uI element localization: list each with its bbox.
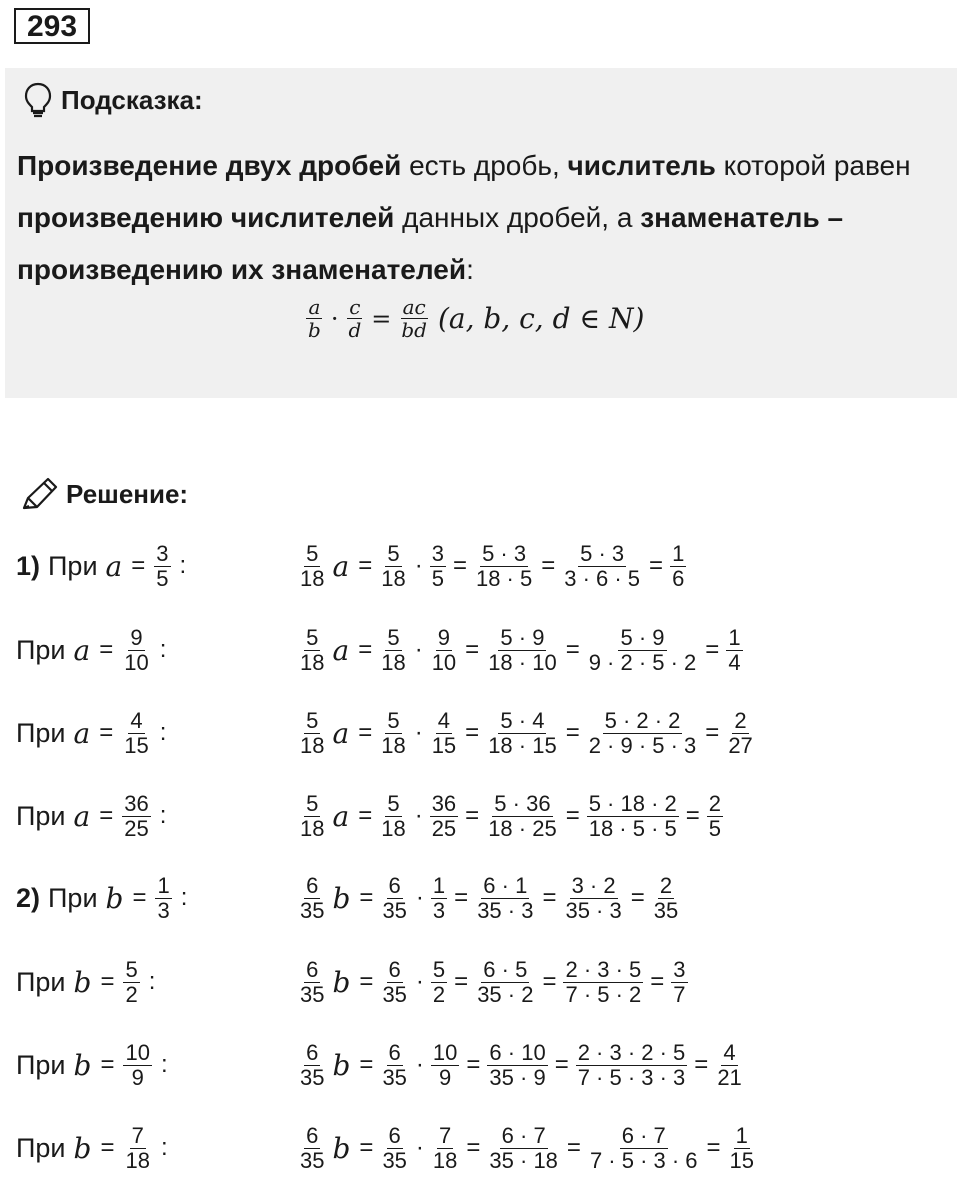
formula-condition: (a, b, c, d ∈ N) (437, 302, 645, 335)
equals-sign: = (99, 802, 114, 829)
formula-fraction-ac-bd: $\frac{ac}{bd}$ (401, 295, 427, 342)
equals-sign: = (685, 802, 700, 829)
equals-sign: = (542, 884, 557, 911)
step-fraction: $\frac{6}{35}$ (382, 1039, 407, 1090)
equals-sign: = (566, 1134, 581, 1161)
equals-sign: = (706, 1134, 721, 1161)
solution-row (0, 697, 960, 769)
row-label (16, 697, 171, 769)
equals-sign: = (694, 1051, 709, 1078)
step-fraction: $\frac{5}{2}$ (432, 956, 446, 1007)
variable-value-fraction: $\frac{9}{10}$ (124, 624, 149, 675)
equals-sign: = (565, 719, 580, 746)
row-expression (296, 862, 682, 934)
solution-row (0, 780, 960, 852)
step-fraction: $\frac{10}{9}$ (432, 1039, 458, 1090)
row-label (16, 862, 192, 934)
variable-value-fraction: $\frac{10}{9}$ (125, 1039, 150, 1090)
equals-sign: = (650, 968, 665, 995)
variable-value-fraction: $\frac{5}{2}$ (125, 956, 138, 1007)
solution-row (0, 530, 960, 602)
coefficient-fraction: $\frac{5}{18}$ (300, 540, 325, 591)
hint-text (17, 140, 947, 296)
multiply-sign: · (414, 719, 423, 746)
label-pri: При (16, 966, 66, 997)
equals-sign: = (454, 884, 469, 911)
equals-sign: = (705, 719, 720, 746)
label-pri: При (16, 800, 66, 831)
hint-text-segment: произведению числителей (17, 202, 395, 233)
variable: a (332, 549, 350, 583)
multiply-sign: · (414, 802, 423, 829)
equals-sign: = (359, 1134, 374, 1161)
coefficient-fraction: $\frac{6}{35}$ (300, 872, 325, 923)
variable: b (332, 1048, 351, 1082)
variable: b (105, 881, 124, 915)
equals-sign: = (465, 636, 480, 663)
step-fraction: $\frac{7}{18}$ (432, 1122, 458, 1173)
step-fraction: $\frac{5 \cdot 9}{9 \cdot 2 \cdot 5 \cdot 2}$ (588, 624, 697, 675)
row-expression (296, 780, 725, 852)
variable: a (332, 716, 350, 750)
result-fraction: $\frac{2}{5}$ (708, 790, 722, 841)
step-fraction: $\frac{2 \cdot 3 \cdot 2 \cdot 5}{7 \cdot 5 \cdot 3 \cdot 3}$ (577, 1039, 686, 1090)
task-number: 1) (16, 550, 41, 581)
step-fraction: $\frac{3}{5}$ (431, 540, 444, 591)
equals-sign: = (100, 1051, 115, 1078)
equals-sign: = (132, 884, 147, 911)
hint-text-segment: числитель (567, 150, 716, 181)
coefficient-fraction: $\frac{6}{35}$ (300, 1122, 325, 1173)
step-fraction: $\frac{3 \cdot 2}{35 \cdot 3}$ (565, 872, 622, 923)
equals-sign: = (705, 636, 720, 663)
equals-sign: = (465, 719, 480, 746)
step-fraction: $\frac{5 \cdot 3}{18 \cdot 5}$ (475, 540, 533, 591)
multiply-sign: · (415, 1051, 424, 1078)
variable: a (105, 549, 123, 583)
task-number: 2) (16, 882, 41, 913)
step-fraction: $\frac{6 \cdot 7}{35 \cdot 18}$ (489, 1122, 558, 1173)
step-fraction: $\frac{6 \cdot 1}{35 \cdot 3}$ (477, 872, 534, 923)
step-fraction: $\frac{6}{35}$ (382, 872, 407, 923)
coefficient-fraction: $\frac{5}{18}$ (300, 707, 325, 758)
colon: : (159, 802, 167, 829)
equals-sign: = (359, 884, 374, 911)
step-fraction: $\frac{5 \cdot 2 \cdot 2}{2 \cdot 9 \cdot 5 \cdot 3}$ (588, 707, 697, 758)
colon: : (160, 1134, 168, 1161)
formula-fraction-c-d: $\frac{c}{d}$ (348, 295, 362, 342)
variable: b (73, 1131, 92, 1165)
row-label (16, 780, 171, 852)
multiply-sign: · (414, 636, 423, 663)
variable-value-fraction: $\frac{4}{15}$ (124, 707, 149, 758)
variable-value-fraction: $\frac{3}{5}$ (156, 540, 169, 591)
coefficient-fraction: $\frac{5}{18}$ (300, 624, 325, 675)
step-fraction: $\frac{5}{18}$ (381, 624, 406, 675)
row-expression (296, 1029, 746, 1101)
hint-title: Подсказка: (61, 85, 203, 115)
step-fraction: $\frac{36}{25}$ (431, 790, 457, 841)
variable: a (73, 633, 91, 667)
hint-text-segment: есть дробь, (401, 150, 568, 181)
variable: b (73, 965, 92, 999)
equals-sign: = (630, 884, 645, 911)
multiply-sign: · (415, 884, 424, 911)
equals-sign: = (565, 636, 580, 663)
row-expression (296, 530, 688, 602)
hint-text-segment: : (466, 254, 474, 285)
result-fraction: $\frac{2}{27}$ (728, 707, 753, 758)
variable: a (332, 633, 350, 667)
variable: b (332, 1131, 351, 1165)
equals-sign: = (541, 552, 556, 579)
hint-header (23, 82, 203, 118)
result-fraction: $\frac{2}{35}$ (653, 872, 679, 923)
coefficient-fraction: $\frac{5}{18}$ (300, 790, 325, 841)
step-fraction: $\frac{6 \cdot 10}{35 \cdot 9}$ (489, 1039, 546, 1090)
step-fraction: $\frac{4}{15}$ (431, 707, 457, 758)
equals-sign: = (358, 552, 373, 579)
equals-sign: = (99, 719, 114, 746)
pencil-icon (20, 476, 60, 512)
hint-text-segment: данных дробей, а (394, 202, 641, 233)
equals-sign: = (452, 552, 467, 579)
step-fraction: $\frac{5}{18}$ (381, 540, 406, 591)
result-fraction: $\frac{1}{6}$ (672, 540, 685, 591)
variable-value-fraction: $\frac{1}{3}$ (157, 872, 170, 923)
row-label (16, 946, 160, 1018)
hint-text-segment: знаменатель – произведению их знаменателей (17, 202, 844, 285)
colon: : (180, 884, 188, 911)
result-fraction: $\frac{1}{4}$ (728, 624, 741, 675)
label-pri: При (16, 1049, 66, 1080)
hint-formula: $\frac{a}{b}$ · $\frac{c}{d}$ = $\frac{ac}{bd}$ (a, b, c, d ∈ N) (308, 295, 645, 342)
equals-sign: = (554, 1051, 569, 1078)
solution-row (0, 1112, 960, 1184)
colon: : (159, 636, 167, 663)
step-fraction: $\frac{6}{35}$ (382, 956, 407, 1007)
result-fraction: $\frac{1}{15}$ (729, 1122, 755, 1173)
step-fraction: $\frac{5}{18}$ (381, 707, 406, 758)
equals-sign: = (99, 636, 114, 663)
variable: b (332, 881, 351, 915)
row-expression (296, 614, 745, 686)
equals-sign: = (100, 968, 115, 995)
label-pri: При (16, 717, 66, 748)
colon: : (159, 719, 167, 746)
result-fraction: $\frac{3}{7}$ (673, 956, 686, 1007)
equals-sign: = (465, 802, 480, 829)
step-fraction: $\frac{2 \cdot 3 \cdot 5}{7 \cdot 5 \cdot 2}$ (565, 956, 642, 1007)
multiply-sign: · (415, 968, 424, 995)
solution-header (20, 476, 188, 512)
colon: : (179, 552, 187, 579)
variable: b (73, 1048, 92, 1082)
result-fraction: $\frac{4}{21}$ (717, 1039, 742, 1090)
row-expression (296, 946, 690, 1018)
step-fraction: $\frac{9}{10}$ (431, 624, 457, 675)
equals-sign: = (100, 1134, 115, 1161)
equals-sign: = (649, 552, 664, 579)
solution-row (0, 614, 960, 686)
coefficient-fraction: $\frac{6}{35}$ (300, 1039, 325, 1090)
coefficient-fraction: $\frac{6}{35}$ (300, 956, 325, 1007)
variable: a (73, 716, 91, 750)
step-fraction: $\frac{5 \cdot 36}{18 \cdot 25}$ (488, 790, 557, 841)
equals-sign: = (542, 968, 557, 995)
row-label (16, 1112, 173, 1184)
step-fraction: $\frac{5 \cdot 9}{18 \cdot 10}$ (488, 624, 557, 675)
equals-sign: = (466, 1051, 481, 1078)
step-fraction: $\frac{5}{18}$ (381, 790, 406, 841)
step-fraction: $\frac{5 \cdot 4}{18 \cdot 15}$ (488, 707, 557, 758)
solution-title: Решение: (66, 479, 189, 509)
step-fraction: $\frac{1}{3}$ (432, 872, 446, 923)
equals-sign: = (358, 802, 373, 829)
colon: : (160, 1051, 168, 1078)
hint-box (5, 68, 957, 398)
variable-value-fraction: $\frac{36}{25}$ (124, 790, 149, 841)
label-pri: При (16, 1132, 66, 1163)
equals-sign: = (358, 636, 373, 663)
variable-value-fraction: $\frac{7}{18}$ (125, 1122, 150, 1173)
equals-sign: = (565, 802, 580, 829)
step-fraction: $\frac{6}{35}$ (382, 1122, 407, 1173)
equals-sign: = (454, 968, 469, 995)
variable: a (73, 799, 91, 833)
label-pri: При (48, 882, 98, 913)
equals-sign: = (359, 1051, 374, 1078)
problem-number: 293 (14, 8, 90, 44)
hint-text-segment: Произведение двух дробей (17, 150, 402, 181)
row-label (16, 1029, 173, 1101)
step-fraction: $\frac{5 \cdot 3}{3 \cdot 6 \cdot 5}$ (564, 540, 641, 591)
row-label (16, 530, 191, 602)
row-expression (296, 1112, 758, 1184)
variable: a (332, 799, 350, 833)
equals-sign: = (131, 552, 146, 579)
solution-row (0, 1029, 960, 1101)
step-fraction: $\frac{5 \cdot 18 \cdot 2}{18 \cdot 5 \cdot 5}$ (588, 790, 677, 841)
equals-sign: = (359, 968, 374, 995)
equals-sign: = (358, 719, 373, 746)
multiply-sign: · (415, 1134, 424, 1161)
hint-text-segment: которой равен (715, 150, 911, 181)
colon: : (148, 968, 156, 995)
lightbulb-icon (23, 82, 53, 118)
step-fraction: $\frac{6 \cdot 7}{7 \cdot 5 \cdot 3 \cdot 6}$ (589, 1122, 698, 1173)
solution-row (0, 946, 960, 1018)
row-expression (296, 697, 757, 769)
step-fraction: $\frac{6 \cdot 5}{35 \cdot 2}$ (477, 956, 534, 1007)
row-label (16, 614, 171, 686)
label-pri: При (48, 550, 98, 581)
formula-fraction-a-b: $\frac{a}{b}$ (308, 295, 321, 342)
equals-sign: = (466, 1134, 481, 1161)
multiply-sign: · (414, 552, 423, 579)
solution-row (0, 862, 960, 934)
label-pri: При (16, 634, 66, 665)
variable: b (332, 965, 351, 999)
